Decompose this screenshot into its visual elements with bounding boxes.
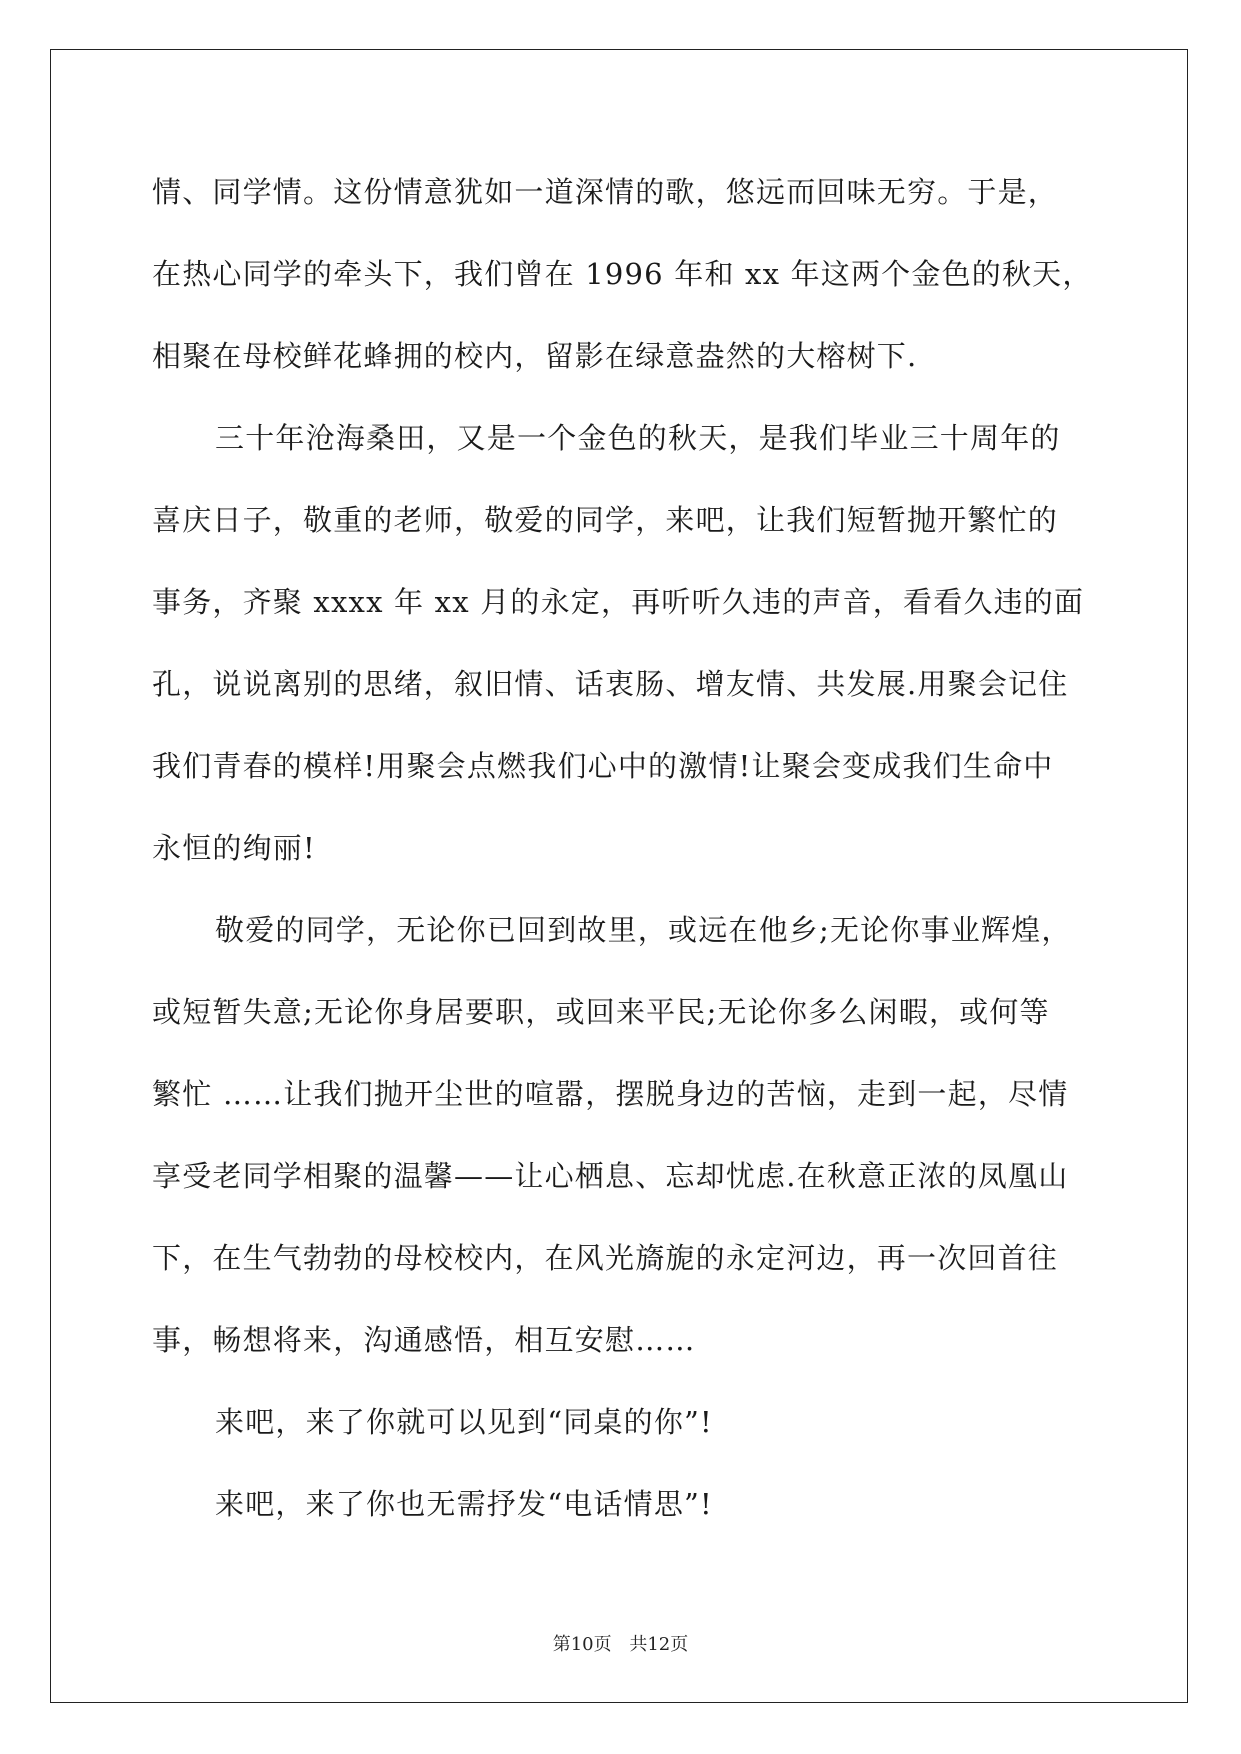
text-line: 敬爱的同学，无论你已回到故里，或远在他乡;无论你事业辉煌，: [215, 913, 1072, 947]
text-line: 孔，说说离别的思绪，叙旧情、话衷肠、增友情、共发展.用聚会记住: [152, 667, 1069, 701]
text-line: 繁忙 ……让我们抛开尘世的喧嚣，摆脱身边的苦恼，走到一起，尽情: [152, 1077, 1069, 1111]
text-line: 来吧，来了你也无需抒发“电话情思”!: [215, 1487, 713, 1521]
document-body: [152, 164, 1092, 1558]
text-line: 或短暂失意;无论你身居要职，或回来平民;无论你多么闲暇，或何等: [152, 995, 1050, 1029]
page-footer: [0, 1630, 1241, 1656]
total-pages: 共12页: [629, 1634, 689, 1655]
text-line: 相聚在母校鲜花蜂拥的校内，留影在绿意盎然的大榕树下.: [152, 339, 918, 373]
text-line: 事，畅想将来，沟通感悟，相互安慰……: [152, 1323, 696, 1357]
text-line: 三十年沧海桑田，又是一个金色的秋天，是我们毕业三十周年的: [215, 421, 1061, 455]
text-line: 享受老同学相聚的温馨——让心栖息、忘却忧虑.在秋意正浓的凤凰山: [152, 1159, 1069, 1193]
text-line: 永恒的绚丽!: [152, 831, 316, 865]
text-line: 下，在生气勃勃的母校校内，在风光旖旎的永定河边，再一次回首往: [152, 1241, 1059, 1275]
current-page-number: 第10页: [552, 1634, 612, 1655]
text-line: 我们青春的模样!用聚会点燃我们心中的激情!让聚会变成我们生命中: [152, 749, 1054, 783]
text-line: 喜庆日子，敬重的老师，敬爱的同学，来吧，让我们短暂抛开繁忙的: [152, 503, 1059, 537]
text-line: 来吧，来了你就可以见到“同桌的你”!: [215, 1405, 713, 1439]
text-line: 在热心同学的牵头下，我们曾在 1996 年和 xx 年这两个金色的秋天，: [152, 257, 1093, 291]
text-line: 事务，齐聚 xxxx 年 xx 月的永定，再听听久违的声音，看看久违的面: [152, 585, 1085, 619]
text-line: 情、同学情。这份情意犹如一道深情的歌，悠远而回味无穷。于是，: [152, 175, 1059, 209]
